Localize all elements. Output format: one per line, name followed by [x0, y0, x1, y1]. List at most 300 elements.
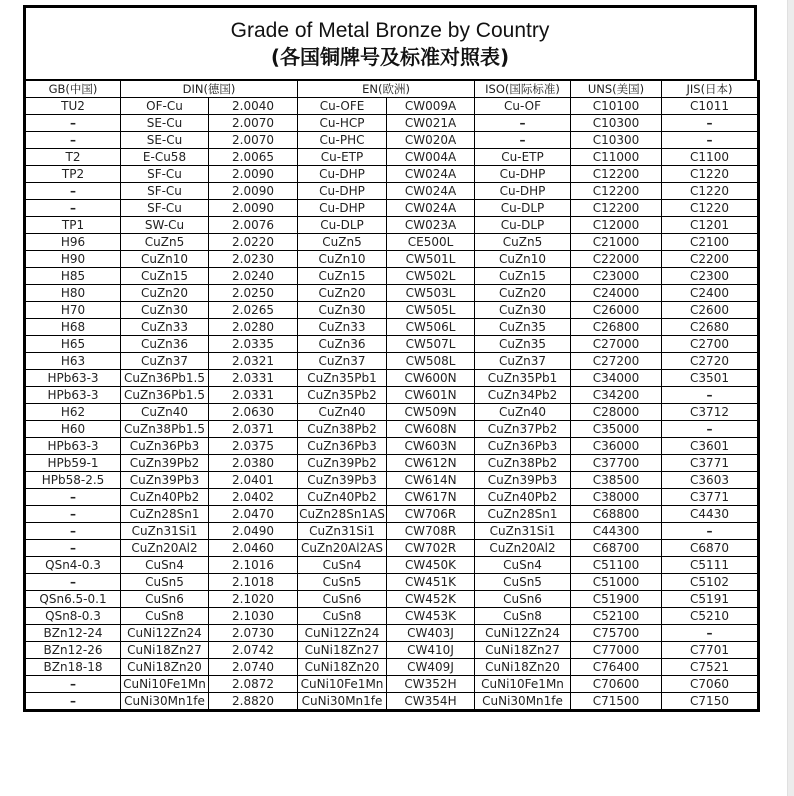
cell-uns-grade: C35000 [571, 421, 662, 438]
cell-uns-grade: C77000 [571, 642, 662, 659]
cell-gb-grade: HPb63-3 [25, 387, 121, 404]
cell-iso-grade: CuZn30 [475, 302, 571, 319]
cell-uns-grade: C70600 [571, 676, 662, 693]
cell-jis-grade: C5191 [662, 591, 759, 608]
cell-din-name: CuSn6 [121, 591, 209, 608]
cell-iso-grade: Cu-ETP [475, 149, 571, 166]
cell-en-number: CW023A [387, 217, 475, 234]
header-en: EN(欧洲) [298, 81, 475, 98]
cell-iso-grade: CuZn35 [475, 319, 571, 336]
cell-uns-grade: C37700 [571, 455, 662, 472]
cell-en-name: CuZn5 [298, 234, 387, 251]
cell-din-name: CuZn38Pb1.5 [121, 421, 209, 438]
cell-uns-grade: C38500 [571, 472, 662, 489]
table-row [25, 676, 759, 693]
cell-jis-grade: C4430 [662, 506, 759, 523]
cell-iso-grade: CuZn20Al2 [475, 540, 571, 557]
table-row [25, 455, 759, 472]
cell-din-number: 2.0375 [209, 438, 298, 455]
cell-din-number: 2.0040 [209, 98, 298, 115]
cell-din-name: CuZn15 [121, 268, 209, 285]
cell-din-number: 2.1020 [209, 591, 298, 608]
cell-iso-grade: CuZn37 [475, 353, 571, 370]
cell-din-number: 2.0490 [209, 523, 298, 540]
cell-gb-grade: – [25, 574, 121, 591]
cell-en-number: CW614N [387, 472, 475, 489]
table-row [25, 591, 759, 608]
cell-en-name: CuZn20 [298, 285, 387, 302]
cell-gb-grade: HPb59-1 [25, 455, 121, 472]
cell-gb-grade: H80 [25, 285, 121, 302]
cell-uns-grade: C26000 [571, 302, 662, 319]
cell-din-number: 2.0630 [209, 404, 298, 421]
cell-jis-grade: – [662, 132, 759, 149]
cell-din-name: SF-Cu [121, 200, 209, 217]
table-row [25, 166, 759, 183]
table-row [25, 251, 759, 268]
cell-iso-grade: – [475, 115, 571, 132]
cell-din-number: 2.0331 [209, 387, 298, 404]
cell-en-number: CW352H [387, 676, 475, 693]
cell-en-number: CW021A [387, 115, 475, 132]
cell-jis-grade: C7521 [662, 659, 759, 676]
cell-en-number: CE500L [387, 234, 475, 251]
cell-gb-grade: HPb63-3 [25, 438, 121, 455]
table-row [25, 540, 759, 557]
cell-din-name: SF-Cu [121, 183, 209, 200]
cell-uns-grade: C51900 [571, 591, 662, 608]
cell-uns-grade: C71500 [571, 693, 662, 711]
cell-iso-grade: CuZn39Pb3 [475, 472, 571, 489]
cell-en-number: CW403J [387, 625, 475, 642]
cell-iso-grade: CuSn6 [475, 591, 571, 608]
cell-din-name: CuZn36 [121, 336, 209, 353]
cell-gb-grade: TU2 [25, 98, 121, 115]
cell-gb-grade: HPb58-2.5 [25, 472, 121, 489]
cell-en-number: CW603N [387, 438, 475, 455]
cell-uns-grade: C10300 [571, 132, 662, 149]
comparison-document [23, 5, 757, 712]
cell-en-number: CW601N [387, 387, 475, 404]
cell-en-number: CW354H [387, 693, 475, 711]
table-row [25, 200, 759, 217]
cell-uns-grade: C27000 [571, 336, 662, 353]
cell-din-number: 2.0090 [209, 200, 298, 217]
table-row [25, 268, 759, 285]
cell-gb-grade: QSn8-0.3 [25, 608, 121, 625]
cell-en-name: CuZn28Sn1AS [299, 507, 385, 521]
cell-gb-grade: BZn18-18 [25, 659, 121, 676]
table-row [25, 608, 759, 625]
cell-en-number: CW453K [387, 608, 475, 625]
cell-en-name: Cu-PHC [298, 132, 387, 149]
cell-en-name: Cu-DHP [298, 166, 387, 183]
table-row [25, 285, 759, 302]
cell-gb-grade: H90 [25, 251, 121, 268]
cell-uns-grade: C27200 [571, 353, 662, 370]
cell-jis-grade: C1201 [662, 217, 759, 234]
cell-en-name: CuNi30Mn1fe [298, 693, 387, 711]
cell-gb-grade: – [25, 506, 121, 523]
table-row [25, 234, 759, 251]
cell-din-name: CuZn28Sn1 [121, 506, 209, 523]
cell-din-number: 2.0090 [209, 183, 298, 200]
cell-din-name: CuNi18Zn20 [121, 659, 209, 676]
cell-en-name: CuZn31Si1 [298, 523, 387, 540]
table-row [25, 183, 759, 200]
cell-jis-grade: C3501 [662, 370, 759, 387]
cell-iso-grade: CuZn34Pb2 [475, 387, 571, 404]
cell-jis-grade: C5102 [662, 574, 759, 591]
cell-en-number: CW508L [387, 353, 475, 370]
table-row [25, 472, 759, 489]
cell-iso-grade: Cu-OF [475, 98, 571, 115]
table-row [25, 370, 759, 387]
cell-gb-grade: BZn12-24 [25, 625, 121, 642]
cell-din-number: 2.0265 [209, 302, 298, 319]
cell-iso-grade: CuNi30Mn1fe [475, 693, 571, 711]
cell-en-name: Cu-DLP [298, 217, 387, 234]
cell-jis-grade: – [662, 387, 759, 404]
cell-en-name: CuZn35Pb2 [298, 387, 387, 404]
cell-jis-grade: C1220 [662, 183, 759, 200]
cell-iso-grade: CuZn37Pb2 [475, 421, 571, 438]
table-row [25, 149, 759, 166]
cell-uns-grade: C38000 [571, 489, 662, 506]
cell-uns-grade: C22000 [571, 251, 662, 268]
cell-en-number: CW451K [387, 574, 475, 591]
cell-en-name: CuZn38Pb2 [298, 421, 387, 438]
cell-en-name: CuSn4 [298, 557, 387, 574]
cell-en-number: CW450K [387, 557, 475, 574]
table-row [25, 506, 759, 523]
cell-iso-grade: CuZn15 [475, 268, 571, 285]
cell-iso-grade: Cu-DLP [475, 217, 571, 234]
cell-din-number: 2.1030 [209, 608, 298, 625]
cell-uns-grade: C44300 [571, 523, 662, 540]
cell-din-name: CuZn40 [121, 404, 209, 421]
cell-en-number: CW702R [387, 540, 475, 557]
cell-en-name: CuNi10Fe1Mn [298, 676, 387, 693]
cell-din-name: CuSn4 [121, 557, 209, 574]
cell-uns-grade: C10300 [571, 115, 662, 132]
cell-en-name: CuZn33 [298, 319, 387, 336]
cell-en-name: Cu-ETP [298, 149, 387, 166]
cell-din-number: 2.1018 [209, 574, 298, 591]
cell-iso-grade: CuSn8 [475, 608, 571, 625]
header-jis: JIS(日本) [662, 81, 759, 98]
cell-din-number: 2.0280 [209, 319, 298, 336]
cell-iso-grade: CuNi12Zn24 [475, 625, 571, 642]
cell-jis-grade: C2400 [662, 285, 759, 302]
cell-jis-grade: C2200 [662, 251, 759, 268]
cell-jis-grade: C6870 [662, 540, 759, 557]
cell-uns-grade: C12200 [571, 183, 662, 200]
cell-en-name: CuZn10 [298, 251, 387, 268]
cell-en-number: CW612N [387, 455, 475, 472]
cell-iso-grade: CuNi18Zn27 [475, 642, 571, 659]
cell-gb-grade: H68 [25, 319, 121, 336]
cell-din-name: CuZn5 [121, 234, 209, 251]
cell-din-number: 2.0401 [209, 472, 298, 489]
cell-en-name: Cu-OFE [298, 98, 387, 115]
cell-din-name: CuNi30Mn1fe [121, 693, 209, 711]
cell-en-number: CW617N [387, 489, 475, 506]
header-uns: UNS(美国) [571, 81, 662, 98]
cell-gb-grade: T2 [25, 149, 121, 166]
cell-jis-grade: C1220 [662, 200, 759, 217]
table-row [25, 642, 759, 659]
cell-en-name: CuNi18Zn20 [298, 659, 387, 676]
cell-din-name: CuZn37 [121, 353, 209, 370]
table-row [25, 132, 759, 149]
header-row [25, 81, 759, 98]
cell-uns-grade: C76400 [571, 659, 662, 676]
cell-uns-grade: C10100 [571, 98, 662, 115]
cell-din-number: 2.0331 [209, 370, 298, 387]
cell-jis-grade: – [662, 625, 759, 642]
cell-jis-grade: C1220 [662, 166, 759, 183]
cell-din-name: CuZn31Si1 [121, 523, 209, 540]
cell-jis-grade: C3601 [662, 438, 759, 455]
cell-jis-grade: C3771 [662, 489, 759, 506]
table-row [25, 336, 759, 353]
cell-iso-grade: CuZn10 [475, 251, 571, 268]
cell-jis-grade: C2720 [662, 353, 759, 370]
cell-din-number: 2.0371 [209, 421, 298, 438]
table-row [25, 438, 759, 455]
cell-jis-grade: C3603 [662, 472, 759, 489]
cell-gb-grade: – [25, 693, 121, 711]
cell-din-name: SW-Cu [121, 217, 209, 234]
table-row [25, 404, 759, 421]
cell-din-number: 2.0076 [209, 217, 298, 234]
cell-uns-grade: C23000 [571, 268, 662, 285]
cell-jis-grade: C7701 [662, 642, 759, 659]
cell-en-name: CuZn39Pb3 [298, 472, 387, 489]
cell-din-number: 2.0742 [209, 642, 298, 659]
cell-en-name: Cu-HCP [298, 115, 387, 132]
cell-en-number: CW501L [387, 251, 475, 268]
cell-en-name: CuZn40Pb2 [298, 489, 387, 506]
cell-jis-grade: C5210 [662, 608, 759, 625]
cell-din-number: 2.0230 [209, 251, 298, 268]
cell-uns-grade: C68700 [571, 540, 662, 557]
cell-en-number: CW706R [387, 506, 475, 523]
cell-iso-grade: CuSn5 [475, 574, 571, 591]
cell-iso-grade: Cu-DHP [475, 183, 571, 200]
cell-din-name: CuSn5 [121, 574, 209, 591]
table-row [25, 489, 759, 506]
cell-uns-grade: C12200 [571, 200, 662, 217]
cell-uns-grade: C36000 [571, 438, 662, 455]
cell-gb-grade: H62 [25, 404, 121, 421]
cell-din-name: CuZn30 [121, 302, 209, 319]
cell-gb-grade: – [25, 676, 121, 693]
cell-en-number: CW409J [387, 659, 475, 676]
vertical-scrollbar[interactable] [787, 0, 794, 796]
cell-iso-grade: CuZn40Pb2 [475, 489, 571, 506]
cell-jis-grade: C2600 [662, 302, 759, 319]
cell-din-number: 2.1016 [209, 557, 298, 574]
cell-gb-grade: H85 [25, 268, 121, 285]
cell-iso-grade: Cu-DHP [475, 166, 571, 183]
cell-gb-grade: H60 [25, 421, 121, 438]
cell-en-name: CuSn6 [298, 591, 387, 608]
cell-din-name: CuNi10Fe1Mn [121, 676, 209, 693]
cell-din-name: SE-Cu [121, 115, 209, 132]
cell-iso-grade: CuZn38Pb2 [475, 455, 571, 472]
cell-din-name: CuZn20Al2 [121, 540, 209, 557]
table-row [25, 659, 759, 676]
cell-en-number: CW505L [387, 302, 475, 319]
cell-en-name: CuZn37 [298, 353, 387, 370]
table-row [25, 319, 759, 336]
cell-din-number: 2.0240 [209, 268, 298, 285]
cell-uns-grade: C34000 [571, 370, 662, 387]
document-subtitle: (各国铜牌号及标准对照表) [270, 44, 510, 69]
cell-en-name: CuNi18Zn27 [298, 642, 387, 659]
cell-iso-grade: CuZn35 [475, 336, 571, 353]
cell-jis-grade: – [662, 115, 759, 132]
cell-uns-grade: C21000 [571, 234, 662, 251]
cell-en-number: CW502L [387, 268, 475, 285]
cell-en-name: CuSn8 [298, 608, 387, 625]
cell-uns-grade: C34200 [571, 387, 662, 404]
cell-din-name: CuZn33 [121, 319, 209, 336]
cell-din-name: CuNi18Zn27 [121, 642, 209, 659]
cell-en-name: CuNi12Zn24 [298, 625, 387, 642]
cell-en-name: CuSn5 [298, 574, 387, 591]
cell-din-name: SF-Cu [121, 166, 209, 183]
cell-iso-grade: CuZn5 [475, 234, 571, 251]
cell-jis-grade: C2300 [662, 268, 759, 285]
cell-en-number: CW020A [387, 132, 475, 149]
table-row [25, 625, 759, 642]
cell-uns-grade: C51000 [571, 574, 662, 591]
cell-jis-grade: – [662, 421, 759, 438]
document-title: Grade of Metal Bronze by Country [230, 18, 550, 42]
cell-din-number: 2.0321 [209, 353, 298, 370]
cell-din-number: 2.0872 [209, 676, 298, 693]
cell-gb-grade: BZn12-26 [25, 642, 121, 659]
cell-din-name: CuZn36Pb1.5 [121, 387, 209, 404]
cell-din-name: SE-Cu [121, 132, 209, 149]
cell-iso-grade: CuZn35Pb1 [475, 370, 571, 387]
cell-uns-grade: C24000 [571, 285, 662, 302]
cell-en-name: CuZn39Pb2 [298, 455, 387, 472]
header-gb: GB(中国) [25, 81, 121, 98]
cell-din-name: CuZn10 [121, 251, 209, 268]
cell-en-name: CuZn35Pb1 [298, 370, 387, 387]
cell-gb-grade: H70 [25, 302, 121, 319]
cell-en-number: CW509N [387, 404, 475, 421]
cell-en-name: CuZn30 [298, 302, 387, 319]
table-row [25, 98, 759, 115]
cell-iso-grade: CuZn40 [475, 404, 571, 421]
cell-en-number: CW708R [387, 523, 475, 540]
cell-din-number: 2.0380 [209, 455, 298, 472]
cell-din-number: 2.0065 [209, 149, 298, 166]
table-row [25, 387, 759, 404]
grade-comparison-table [23, 80, 760, 712]
cell-uns-grade: C12000 [571, 217, 662, 234]
cell-din-number: 2.0335 [209, 336, 298, 353]
cell-din-name: CuZn36Pb3 [121, 438, 209, 455]
cell-gb-grade: – [25, 523, 121, 540]
cell-gb-grade: – [25, 540, 121, 557]
cell-din-name: CuSn8 [121, 608, 209, 625]
cell-jis-grade: C7150 [662, 693, 759, 711]
cell-en-number: CW004A [387, 149, 475, 166]
cell-jis-grade: C2700 [662, 336, 759, 353]
cell-din-name: CuZn39Pb2 [121, 455, 209, 472]
cell-en-name: CuZn40 [298, 404, 387, 421]
table-row [25, 217, 759, 234]
cell-iso-grade: CuNi18Zn20 [475, 659, 571, 676]
cell-jis-grade: C3771 [662, 455, 759, 472]
cell-en-number: CW506L [387, 319, 475, 336]
cell-din-number: 2.0402 [209, 489, 298, 506]
cell-en-number: CW024A [387, 166, 475, 183]
cell-jis-grade: C1100 [662, 149, 759, 166]
table-body [25, 98, 759, 711]
cell-en-number: CW503L [387, 285, 475, 302]
cell-jis-grade: C5111 [662, 557, 759, 574]
cell-uns-grade: C51100 [571, 557, 662, 574]
cell-gb-grade: – [25, 132, 121, 149]
cell-din-number: 2.0250 [209, 285, 298, 302]
cell-gb-grade: – [25, 115, 121, 132]
cell-jis-grade: C3712 [662, 404, 759, 421]
cell-en-number: CW024A [387, 200, 475, 217]
cell-en-number: CW024A [387, 183, 475, 200]
cell-din-number: 2.0460 [209, 540, 298, 557]
cell-uns-grade: C11000 [571, 149, 662, 166]
cell-en-name: CuZn15 [298, 268, 387, 285]
cell-din-name: OF-Cu [121, 98, 209, 115]
cell-uns-grade: C12200 [571, 166, 662, 183]
cell-din-name: E-Cu58 [121, 149, 209, 166]
cell-din-number: 2.0730 [209, 625, 298, 642]
cell-din-number: 2.8820 [209, 693, 298, 711]
cell-en-name: Cu-DHP [298, 200, 387, 217]
table-row [25, 557, 759, 574]
cell-en-number: CW009A [387, 98, 475, 115]
cell-gb-grade: – [25, 489, 121, 506]
title-block [23, 5, 757, 80]
cell-en-name: CuZn36 [298, 336, 387, 353]
table-row [25, 693, 759, 711]
cell-iso-grade: CuZn31Si1 [475, 523, 571, 540]
cell-uns-grade: C75700 [571, 625, 662, 642]
cell-gb-grade: HPb63-3 [25, 370, 121, 387]
cell-din-name: CuZn36Pb1.5 [121, 370, 209, 387]
cell-jis-grade: C2100 [662, 234, 759, 251]
cell-din-number: 2.0220 [209, 234, 298, 251]
cell-uns-grade: C68800 [571, 506, 662, 523]
cell-iso-grade: Cu-DLP [475, 200, 571, 217]
cell-din-number: 2.0740 [209, 659, 298, 676]
table-row [25, 421, 759, 438]
cell-jis-grade: C2680 [662, 319, 759, 336]
cell-din-name: CuZn40Pb2 [121, 489, 209, 506]
table-row [25, 523, 759, 540]
cell-en-number: CW507L [387, 336, 475, 353]
cell-en-name: Cu-DHP [298, 183, 387, 200]
cell-gb-grade: TP2 [25, 166, 121, 183]
cell-din-name: CuZn20 [121, 285, 209, 302]
